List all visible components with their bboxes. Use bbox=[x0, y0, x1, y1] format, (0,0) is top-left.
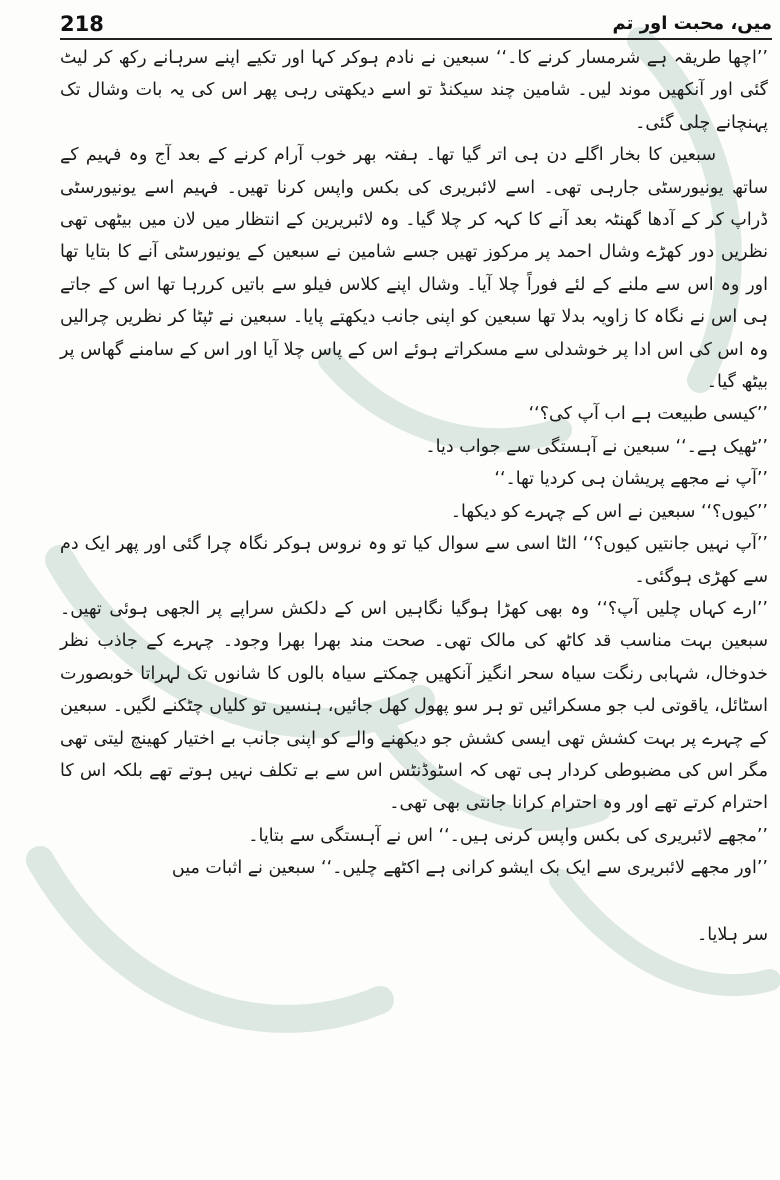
paragraph: ’’اور مجھے لائبریری سے ایک بک ایشو کرانی ہے اکٹھے چلیں۔‘‘ سبعین نے اثبات میں bbox=[171, 858, 768, 879]
paragraph: ’’کیسی طبیعت ہے اب آپ کی؟‘‘ bbox=[528, 404, 768, 425]
paragraph: سبعین کا بخار اگلے دن ہی اتر گیا تھا۔ ہفتہ بھر خوب آرام کرنے کے بعد آج وہ فہیم کے ساتھ یونیورسٹی جارہی تھی۔ اسے لائبریری کی بکس واپس کرنا تھیں۔ فہیم اسے یونیورسٹی ڈراپ کر کے آدھا گھنٹہ بعد آنے کا کہہ کر چلا گیا۔ وہ لائبریرین کے انتظار میں لان میں بیٹھی تھی نظریں دور کھڑے وشال احمد پر مرکوز تھیں جسے شامین نے سبعین کے یونیورسٹی آنے کا بتایا تھا اور وہ اس سے ملنے کے لئے فوراً چلا آیا۔ وشال اپنے کلاس فیلو سے باتیں کررہا تھا اس کے جاتے ہی اس نے نگاہ کا زاویہ بدلا تھا سبعین کو اپنی جانب دیکھتے پایا۔ سبعین نے ٹپٹا کر نظریں چرالیں وہ اس کی اس ادا پر خوشدلی سے مسکراتے ہوئے اس کے پاس چلا آیا اور اس کے سامنے گھاس پر بیٹھ گیا۔ bbox=[60, 145, 768, 393]
paragraph: ’’ٹھیک ہے۔‘‘ سبعین نے آہستگی سے جواب دیا۔ bbox=[425, 436, 768, 457]
paragraph: ’’آپ نہیں جانتیں کیوں؟‘‘ الٹا اسی سے سوال کیا تو وہ نروس ہوکر نگاہ چرا گئی اور پھر ایک دم سے کھڑی ہوگئی۔ bbox=[60, 534, 768, 587]
page-header bbox=[60, 4, 772, 40]
paragraph: ’’اچھا طریقہ ہے شرمسار کرنے کا۔‘‘ سبعین نے نادم ہوکر کہا اور تکیے اپنے سرہانے رکھ کر لیٹ گئی اور آنکھیں موند لیں۔ شامین چند سیکنڈ تو اسے دیکھتی رہی پھر اس کی یہ بات وشال تک پہنچانے چلی گئی۔ bbox=[60, 48, 768, 133]
paragraph: ’’آپ نے مجھے پریشان ہی کردیا تھا۔‘‘ bbox=[494, 469, 768, 490]
book-title: میں، محبت اور تم bbox=[612, 13, 772, 34]
body-text bbox=[60, 42, 768, 951]
page-number: 218 bbox=[60, 12, 104, 36]
paragraph: ’’مجھے لائبریری کی بکس واپس کرنی ہیں۔‘‘ اس نے آہستگی سے بتایا۔ bbox=[248, 825, 768, 846]
closing-line: سر ہلایا۔ bbox=[696, 924, 768, 945]
paragraph: ’’کیوں؟‘‘ سبعین نے اس کے چہرے کو دیکھا۔ bbox=[450, 501, 768, 522]
paragraph: ’’ارے کہاں چلیں آپ؟‘‘ وہ بھی کھڑا ہوگیا نگاہیں اس کے دلکش سراپے پر الجھی ہوئی تھیں۔ سبعین بہت مناسب قد کاٹھ کی مالک تھی۔ صحت مند بھرا بھرا وجود۔ چہرے کے جاذب نظر خدوخال، شہابی رنگت سیاہ سحر انگیز آنکھیں چمکتے سیاہ بالوں کا شانوں تک لہراتا خوبصورت اسٹائل، یاقوتی لب جو مسکرائیں تو ہر سو پھول کھل جائیں، ہنسیں تو کلیاں چٹکنے لگیں۔ سبعین کے چہرے پر بہت کشش تھی ایسی کشش جو دیکھنے والے کو اپنی جانب بے اختیار کھینچ لیتی تھی مگر اس کی مضبوطی کردار ہی تھی کہ اسٹوڈنٹس اس سے بے تکلف نہیں ہوتے تھے بلکہ اس کا احترام کرتے تھے اور وہ احترام کرانا جانتی بھی تھی۔ bbox=[60, 598, 768, 814]
